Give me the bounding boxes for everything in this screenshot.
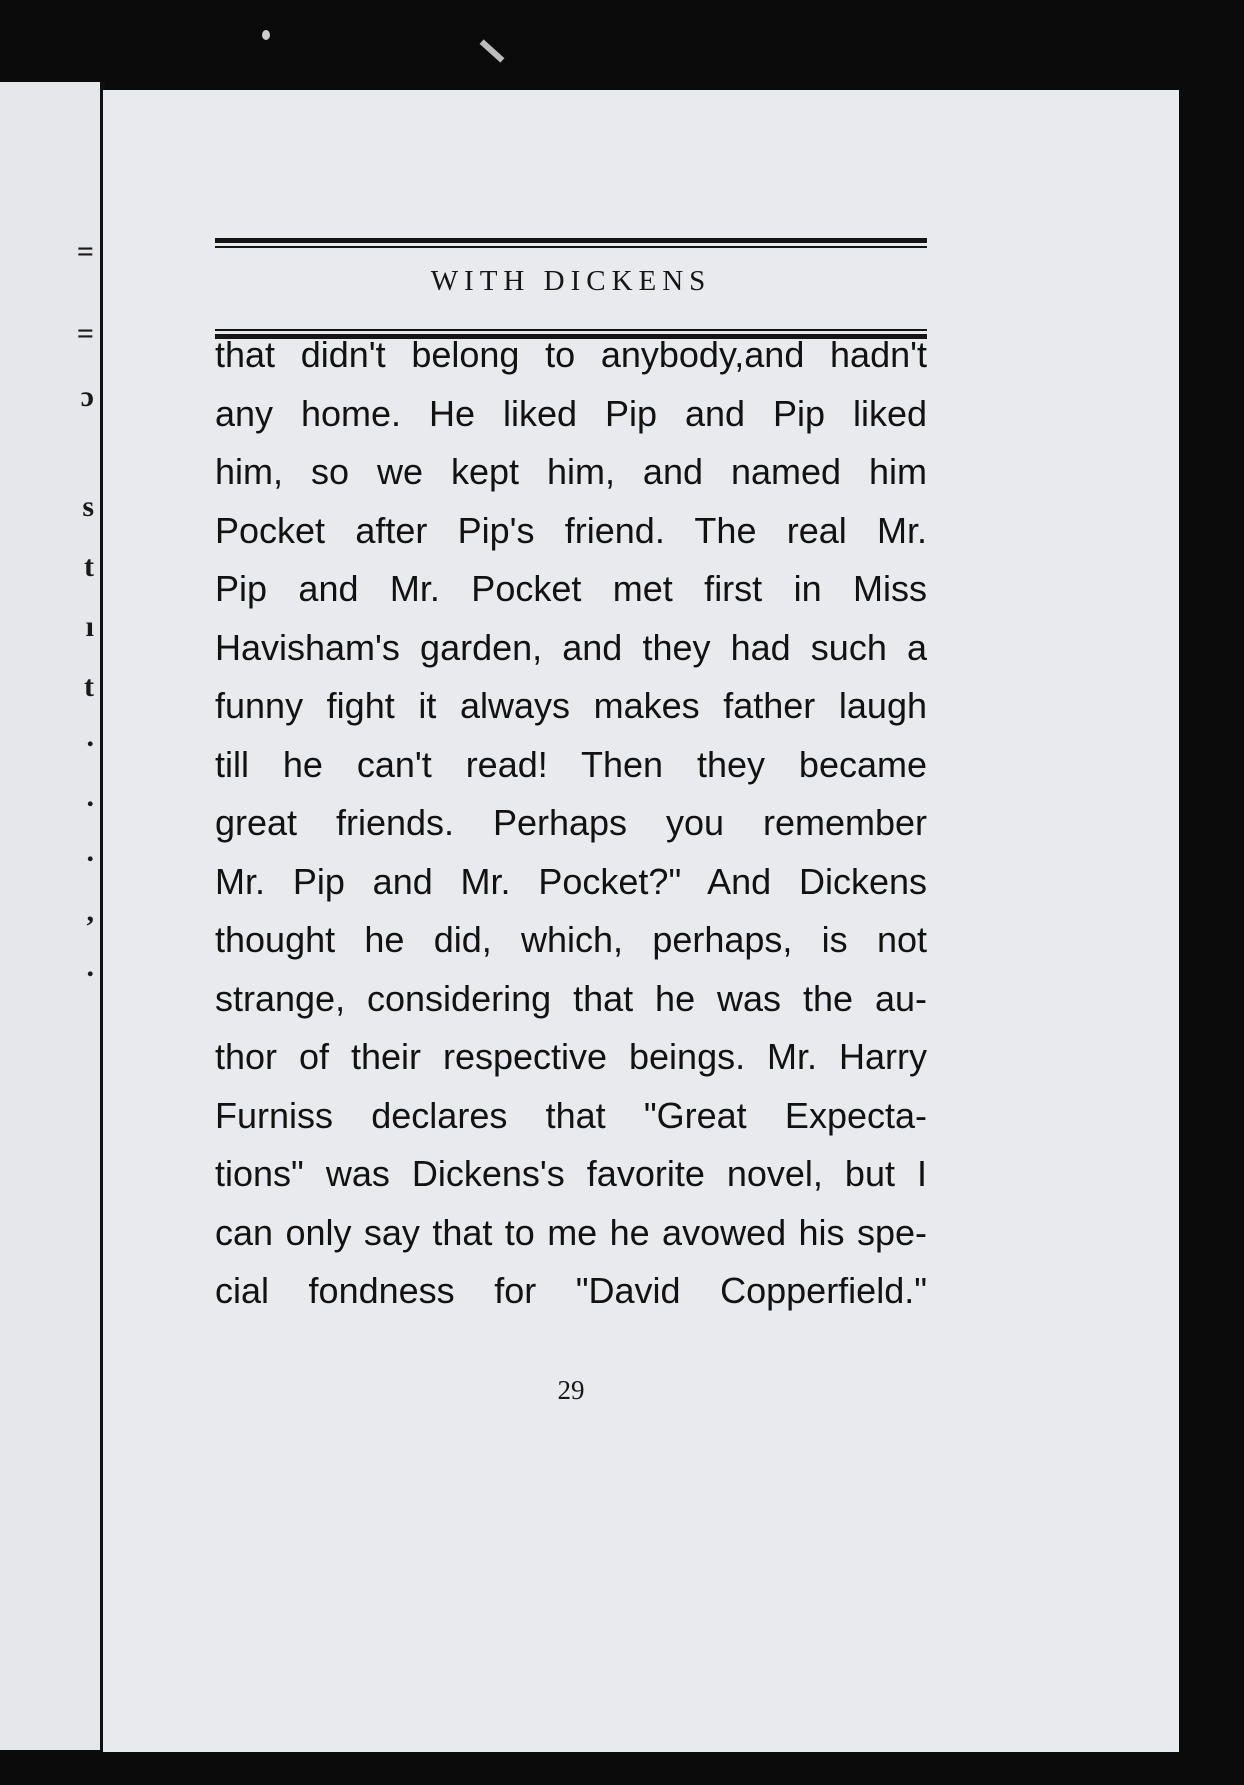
- scan-speck: [262, 30, 270, 40]
- page-edge-fragment: .: [86, 780, 94, 813]
- page-edge-fragment: =: [76, 317, 94, 350]
- text-line: Pip and Mr. Pocket met first in Miss: [215, 568, 927, 609]
- page-edge-fragment: .: [86, 835, 94, 868]
- text-line: tions" was Dickens's favorite novel, but I: [215, 1153, 927, 1194]
- text-line: can only say that to me he avowed his spe-: [215, 1211, 927, 1253]
- text-line: Pocket after Pip's friend. The real Mr.: [215, 509, 927, 551]
- page-edge-fragment: ı: [85, 610, 94, 643]
- body-text: [215, 326, 927, 1321]
- text-line: funny fight it always makes father laugh: [215, 685, 927, 726]
- page-edge-fragment: ,: [86, 895, 94, 928]
- text-line: till he can't read! Then they became: [215, 743, 927, 785]
- text-line: strange, considering that he was the au-: [215, 977, 927, 1019]
- page-edge-fragment: =: [76, 235, 94, 268]
- text-line: great friends. Perhaps you remember: [215, 802, 927, 843]
- page-edge-fragment: ɔ: [80, 380, 94, 413]
- page-edge-fragment: t: [84, 550, 94, 583]
- page-edge-fragment: .: [86, 720, 94, 753]
- header-rule-top: [215, 238, 927, 248]
- text-line: Mr. Pip and Mr. Pocket?" And Dickens: [215, 860, 927, 902]
- book-page: [103, 90, 1179, 1752]
- scan-speck: [480, 39, 505, 62]
- text-line: Furniss declares that "Great Expecta-: [215, 1094, 927, 1136]
- page-edge-fragment: t: [84, 670, 94, 703]
- page-number: 29: [557, 1375, 585, 1405]
- text-line: cial fondness for "David Copperfield.": [215, 1270, 927, 1311]
- page-edge-fragment: s: [82, 490, 94, 523]
- text-line: him, so we kept him, and named him: [215, 451, 927, 492]
- text-line: any home. He liked Pip and Pip liked: [215, 392, 927, 434]
- text-line: thor of their respective beings. Mr. Harry: [215, 1036, 927, 1077]
- text-line: Havisham's garden, and they had such a: [215, 626, 927, 668]
- text-line: thought he did, which, perhaps, is not: [215, 919, 927, 960]
- previous-page-edge: [0, 82, 105, 1750]
- running-head: WITH DICKENS: [430, 265, 712, 297]
- page-edge-fragment: .: [86, 950, 94, 983]
- text-line: that didn't belong to anybody,and hadn't: [215, 334, 927, 375]
